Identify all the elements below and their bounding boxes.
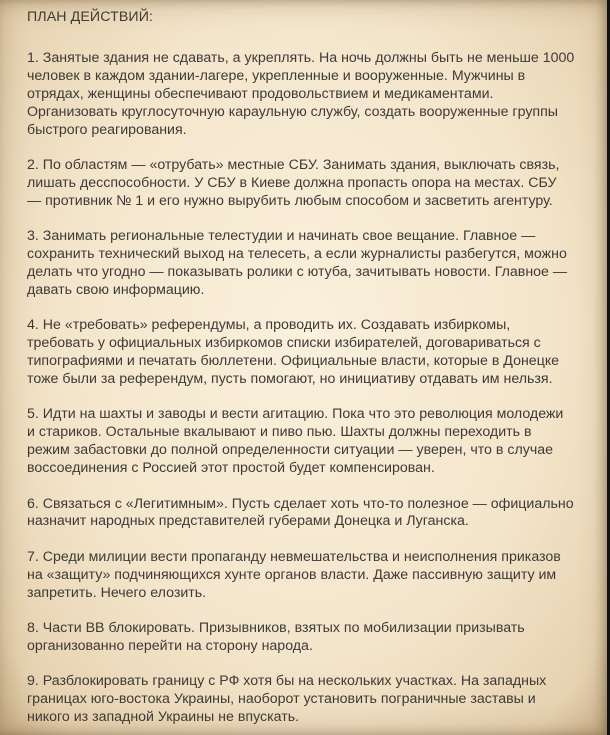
plan-item-1: [27, 50, 596, 140]
plan-item-line: лишать десспособности. У СБУ в Киеве должна пропасть опора на местах. СБУ: [27, 174, 557, 191]
plan-item-2: [27, 157, 596, 211]
plan-item-5: [27, 406, 596, 478]
plan-item-line: человек в каждом здании-лагере, укрепленные и вооруженные. Мужчины в: [27, 67, 526, 84]
plan-item-line: делать что угодно — показывать ролики с ютуба, зачитывать новости. Главное —: [27, 263, 568, 280]
plan-item-line: Организовать круглосуточную караульную службу, создать вооруженные группы: [27, 103, 558, 120]
plan-item-6: [27, 496, 596, 532]
plan-item-line: режим забастовки до полной определенности ситуации — уверен, что в случае: [27, 442, 554, 459]
plan-item-line: тоже были за референдум, пусть помогают, но инициативу отдавать им нельзя.: [27, 371, 553, 387]
plan-item-line: — противник № 1 и его нужно вырубить любым способом и засветить агентуру.: [27, 192, 553, 209]
plan-item-line: 8. Части ВВ блокировать. Призывников, взятых по мобилизации призывать: [27, 620, 525, 637]
plan-item-line: 1. Занятые здания не сдавать, а укреплять. На ночь должны быть не меньше 1000: [27, 49, 575, 66]
plan-item-line: запретить. Нечего елозить.: [27, 584, 207, 601]
plan-item-9: [27, 673, 596, 727]
plan-item-line: 5. Идти на шахты и заводы и вести агитацию. Пока что это революция молодежи: [27, 406, 564, 423]
plan-item-line: отрядах, женщины обеспечивают продовольствием и медикаментами.: [27, 85, 494, 102]
plan-item-line: границах юго-востока Украины, наоборот установить пограничные заставы и: [27, 691, 536, 708]
plan-item-line: требовать у официальных избиркомов списки избирателей, договариваться с: [27, 335, 541, 352]
plan-item-7: [27, 549, 596, 603]
plan-item-line: давать свою информацию.: [27, 281, 205, 298]
plan-item-line: 9. Разблокировать границу с РФ хотя бы на нескольких участках. На западных: [27, 673, 547, 690]
plan-item-line: организованно перейти на сторону народа.: [27, 637, 313, 654]
plan-item-line: никого из западной Украины не впускать.: [27, 709, 300, 726]
plan-item-4: [27, 317, 596, 389]
plan-item-line: быстрого реагирования.: [27, 121, 187, 138]
plan-item-3: [27, 228, 596, 300]
plan-item-line: и стариков. Остальные вкалывают и пиво пью. Шахты должны переходить в: [27, 424, 532, 441]
plan-item-line: сохранить технический выход на телесеть, а если журналисты разбегутся, можно: [27, 246, 567, 263]
plan-item-line: 3. Занимать региональные телестудии и начинать свое вещание. Главное —: [27, 228, 536, 245]
plan-item-8: [27, 620, 596, 656]
plan-item-line: типографиями и печатать бюллетени. Официальные власти, которые в Донецке: [27, 353, 560, 370]
plan-item-line: 6. Связаться с «Легитимным». Пусть сделает хоть что-то полезное — официально: [27, 495, 574, 512]
document-title: ПЛАН ДЕЙСТВИЙ:: [27, 9, 154, 25]
plan-item-line: 4. Не «требовать» референдумы, а проводить их. Создавать избиркомы,: [27, 317, 511, 334]
plan-item-line: 7. Среди милиции вести пропаганду невмешательства и неисполнения приказов: [27, 548, 561, 565]
plan-item-line: назначит народных представителей губерами Донецка и Луганска.: [27, 513, 469, 530]
plan-item-line: на «защиту» подчиняющихся хунте органов власти. Даже пассивную защиту им: [27, 566, 557, 583]
plan-item-line: 2. По областям — «отрубать» местные СБУ. Занимать здания, выключать связь,: [27, 156, 560, 173]
plan-item-line: воссоединения с Россией этот простой будет компенсирован.: [27, 460, 435, 477]
